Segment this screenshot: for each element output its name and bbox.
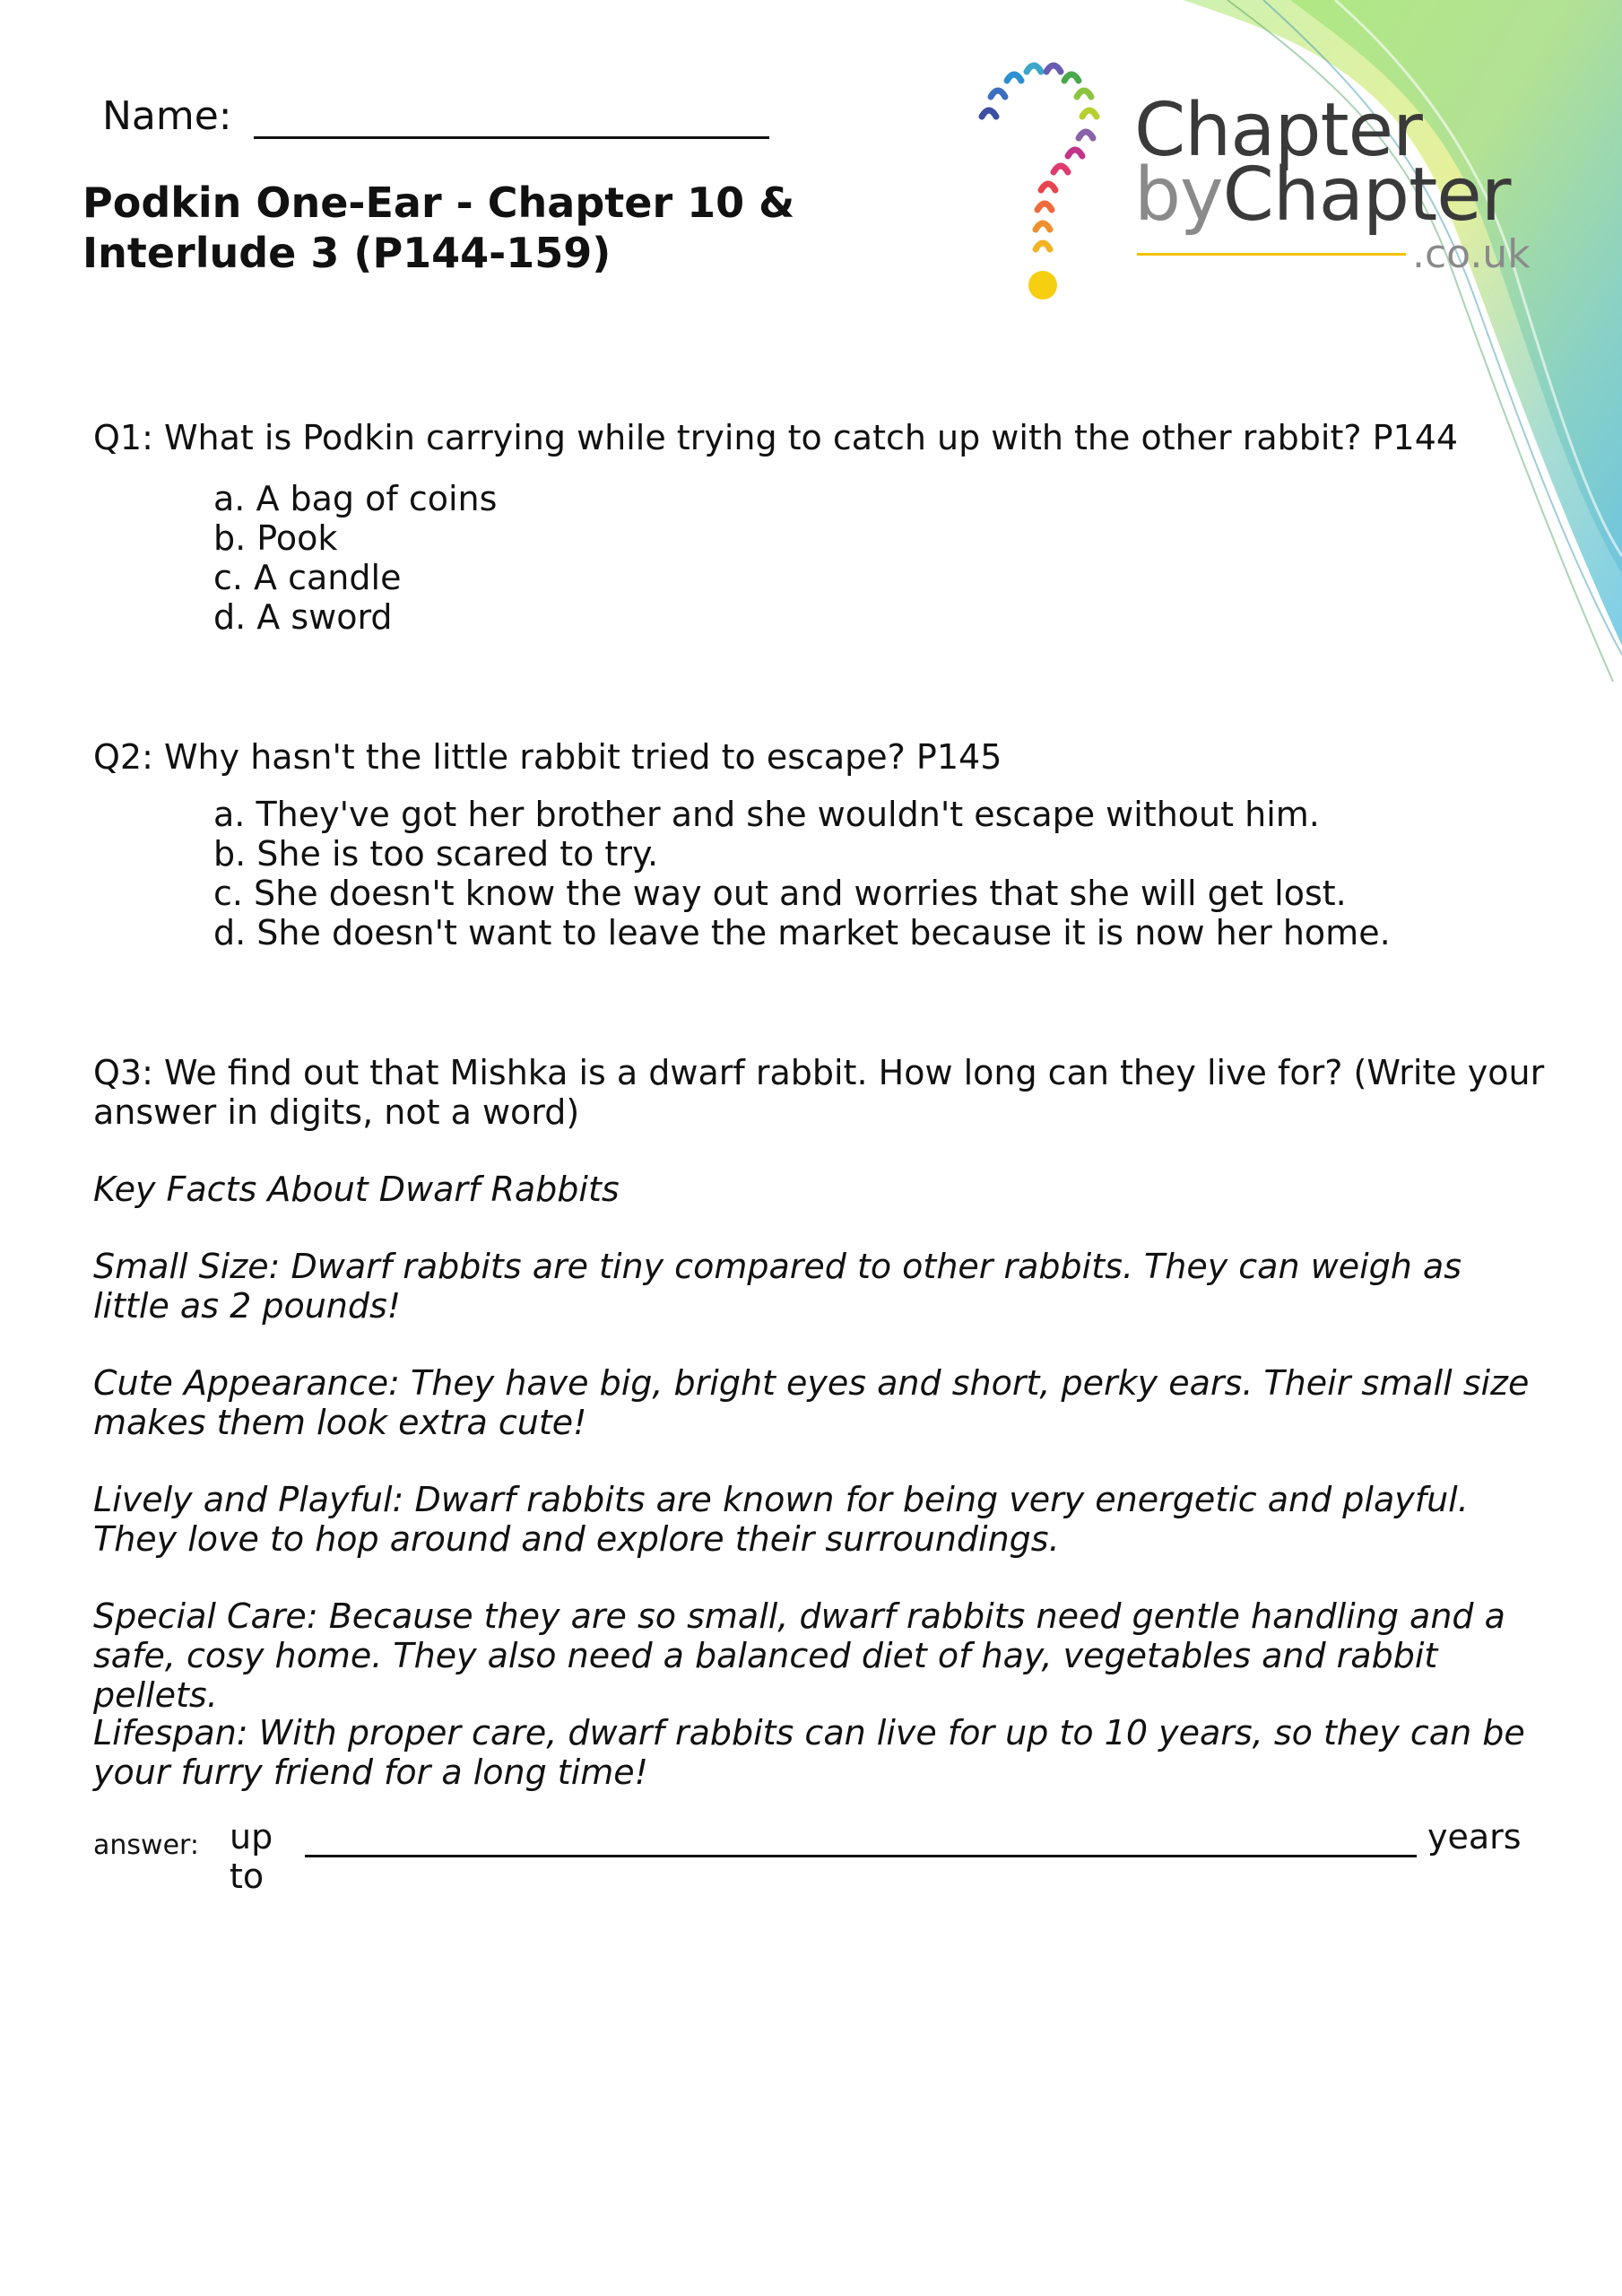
name-input-line[interactable]: [254, 90, 769, 139]
rainbow-question-mark-icon: [964, 54, 1125, 314]
q1-option-b[interactable]: b. Pook: [213, 518, 338, 558]
q1-option-d[interactable]: d. A sword: [213, 597, 393, 637]
q1-option-a[interactable]: a. A bag of coins: [213, 479, 498, 518]
fact-lifespan: Lifespan: With proper care, dwarf rabbits can live for up to 10 years, so they can be your furry friend for a long time!: [93, 1713, 1525, 1792]
logo-word-chapter: Chapter: [1134, 88, 1422, 173]
question-2-options: [213, 795, 1391, 952]
question-1-options: [213, 479, 497, 637]
answer-prefix: up to: [230, 1817, 273, 1896]
fact-special-care: Special Care: Because they are so small, dwarf rabbits need gentle handling and a safe, cosy home. They also need a balanced diet of hay, vegetables and rabbit pellets.: [93, 1596, 1505, 1715]
answer-label: answer:: [93, 1830, 199, 1861]
logo-word-bychapter: [1134, 152, 1510, 238]
chapter-by-chapter-logo: [964, 54, 1556, 314]
logo-word-chapter-2: Chapter: [1222, 152, 1511, 238]
worksheet-title: Podkin One-Ear - Chapter 10 & Interlude 3 (P144-159): [82, 178, 795, 277]
answer-suffix: years: [1427, 1817, 1522, 1857]
question-3-text: Q3: We find out that Mishka is a dwarf rabbit. How long can they live for? (Write your answer in digits, not a word): [93, 1053, 1545, 1132]
question-2-text: Q2: Why hasn't the little rabbit tried to escape? P145: [93, 737, 1002, 777]
fact-cute-appearance: Cute Appearance: They have big, bright eyes and short, perky ears. Their small size makes them look extra cute!: [93, 1363, 1530, 1442]
logo-domain: .co.uk: [1412, 231, 1531, 277]
question-1-text: Q1: What is Podkin carrying while trying to catch up with the other rabbit? P144: [93, 418, 1459, 457]
facts-heading: Key Facts About Dwarf Rabbits: [93, 1170, 620, 1209]
fact-small-size: Small Size: Dwarf rabbits are tiny compared to other rabbits. They can weigh as little as 2 pounds!: [93, 1247, 1462, 1326]
q2-option-a[interactable]: a. They've got her brother and she wouldn't escape without him.: [213, 795, 1320, 834]
q1-option-c[interactable]: c. A candle: [213, 558, 402, 597]
answer-input-line[interactable]: [305, 1855, 1417, 1857]
answer-row: [93, 1817, 1564, 1907]
name-label: Name:: [102, 93, 232, 139]
fact-lively-playful: Lively and Playful: Dwarf rabbits are known for being very energetic and playful. They love to hop around and explore their surroundings.: [93, 1480, 1469, 1559]
logo-word-by: by: [1134, 152, 1223, 238]
q2-option-d[interactable]: d. She doesn't want to leave the market because it is now her home.: [213, 913, 1391, 952]
name-field-row: [102, 90, 769, 139]
logo-underline: [1137, 253, 1406, 256]
q2-option-b[interactable]: b. She is too scared to try.: [213, 834, 659, 874]
q2-option-c[interactable]: c. She doesn't know the way out and worries that she will get lost.: [213, 874, 1347, 913]
